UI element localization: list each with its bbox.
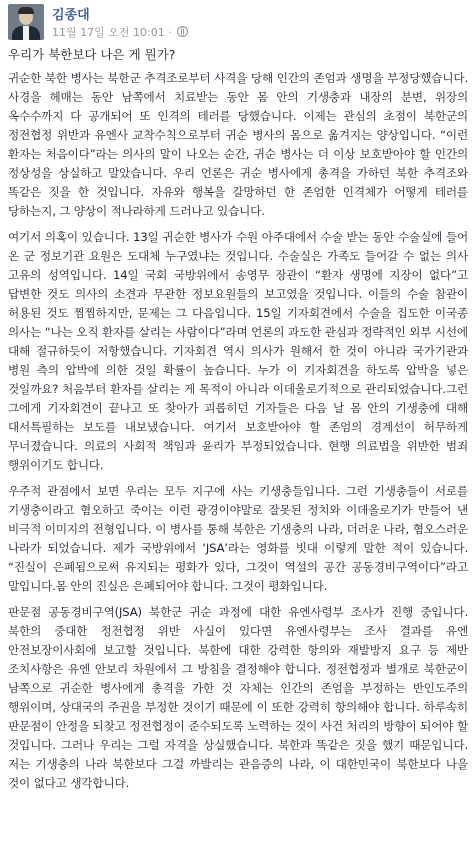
post-header bbox=[0, 0, 475, 42]
author-name[interactable]: 김종대 bbox=[52, 8, 90, 23]
post-paragraph-4: 판문점 공동경비구역(JSA) 북한군 귀순 과정에 대한 유엔사령부 조사가 진행 중입니다. 북한의 중대한 정전협정 위반 사실이 있다면 유엔사령부는 조사 결과를 유엔 안전보장이사회에 보고할 것입니다. 북한에 대한 강력한 항의와 재발방지 요구 등 제반 조치사항은 유엔 안보리 차원에서 그 방침을 결정해야 합니다. 정전협정과 별개로 북한군이 남쪽으로 귀순한 병사에게 총격을 가한 것 자체는 인간의 존엄을 부정하는 반인도주의 행위이며, 상대국의 주권을 부정한 것이기 때문에 이 또한 강력히 항의해야 합니다. 하루속히 판문점이 안정을 되찾고 정전협정이 준수되도록 노력하는 것이 사건 처리의 방향이 되어야 할 것입니다. 그러나 우리는 그럴 자격을 상실했습니다. 북한과 똑같은 짓을 했기 때문입니다. 저는 기생충의 나라 북한보다 그걸 까발리는 관음증의 나라, 이 대한민국이 북한보다 나을 것이 없다고 생각합니다. bbox=[8, 605, 468, 790]
post-timestamp[interactable]: 11월 17일 오전 10:01 bbox=[52, 26, 165, 39]
meta-separator: · bbox=[168, 26, 172, 39]
globe-icon[interactable] bbox=[177, 26, 188, 37]
post-paragraph-2: 여기서 의혹이 있습니다. 13일 귀순한 병사가 수원 아주대에서 수술 받는 동안 수술실에 들어 온 군 정보기관 요원은 도대체 누구였냐는 것입니다. 수술실은 가족도 들어갈 수 없는 의사 고유의 성역입니다. 14일 국회 국방위에서 송영무 장관이 “환자 생명에 지장이 없다”고 답변한 것도 의사의 소견과 무관한 정보요원들의 보고였을 것입니다. 이들의 수술 참관이 허용된 것도 찜찜하지만, 문제는 그 다음입니다. 15일 기자회견에서 수술을 집도한 이국종 의사는 “나는 오직 환자를 살리는 사람이다”라며 언론의 과도한 관심과 정략적인 외부 시선에 대해 절규하듯이 저항했습니다. 기자회견 역시 의사가 원해서 한 것이 아니라 국가기관과 병원 측의 압박에 의한 것일 확률이 높습니다. 누가 이 기자회견을 하도록 압박을 넣은 것일까요? 처음부터 환자를 살리는 게 목적이 아니라 이데올로기적으로 관리되었습니다.그런 그에게 기자회견이 끝나고 또 찾아가 괴롭히던 기자들은 다음 날 몸 안의 기생충에 대해 대서특필하는 보도를 내보냈습니다. 여기서 보호받아야 할 존엄의 경계선이 허무하게 무너졌습니다. 의료의 사회적 책임과 윤리가 부정되었습니다. 현행 의료법을 위반한 범죄 행위이기도 합니다. bbox=[8, 230, 468, 472]
post-paragraph-1: 귀순한 북한 병사는 북한군 추격조로부터 사격을 당해 인간의 존엄과 생명을 부정당했습니다. 사경을 헤매는 동안 남쪽에서 치료받는 동안 몸 안의 기생충과 내장의 분변, 위장의 옥수수까지 다 공개되어 또 인격의 테러를 당했습니다. 이제는 관심의 초점이 북한군의 정전협정 위반과 유엔사 교착수칙으로부터 귀순 병사의 몸으로 옮겨지는 양상입니다. “이런 환자는 처음이다”라는 의사의 말이 나오는 순간, 귀순 병사는 더 이상 보호받아야 할 인간의 정상성을 상실하고 말았습니다. 우리 언론은 귀순 병사에게 총격을 가하던 북한 추격조와 똑같은 짓을 한 것입니다. 자유와 행복을 갈망하던 한 존엄한 인격체가 어떻게 테러를 당하는지, 그 양상이 적나라하게 드러나고 있습니다. bbox=[8, 71, 468, 218]
post-body bbox=[8, 45, 468, 800]
post-title: 우리가 북한보다 나은 게 뭔가? bbox=[8, 47, 176, 62]
post-paragraph-3: 우주적 관점에서 보면 우리는 모두 지구에 사는 기생충들입니다. 그런 기생충들이 서로를 기생충이라고 혐오하고 죽이는 이런 광경이야말로 잘못된 정치와 이데올로기가 만들어 낸 비극적 이미지의 전형입니다. 이 병사를 통해 북한은 기생충의 나라, 더러운 나라, 혐오스러운 나라가 되었습니다. 제가 국방위에서 ‘JSA’라는 영화를 빗대 이렇게 말한 적이 있습니다. “진실이 은폐됨으로써 유지되는 평화가 있다, 그것이 역설의 공간 공동경비구역이다”라고 말입니다.몸 안의 진실은 은폐되어야 합니다. 그것이 평화입니다. bbox=[8, 484, 468, 593]
avatar[interactable] bbox=[8, 4, 44, 40]
post-meta bbox=[52, 24, 188, 40]
